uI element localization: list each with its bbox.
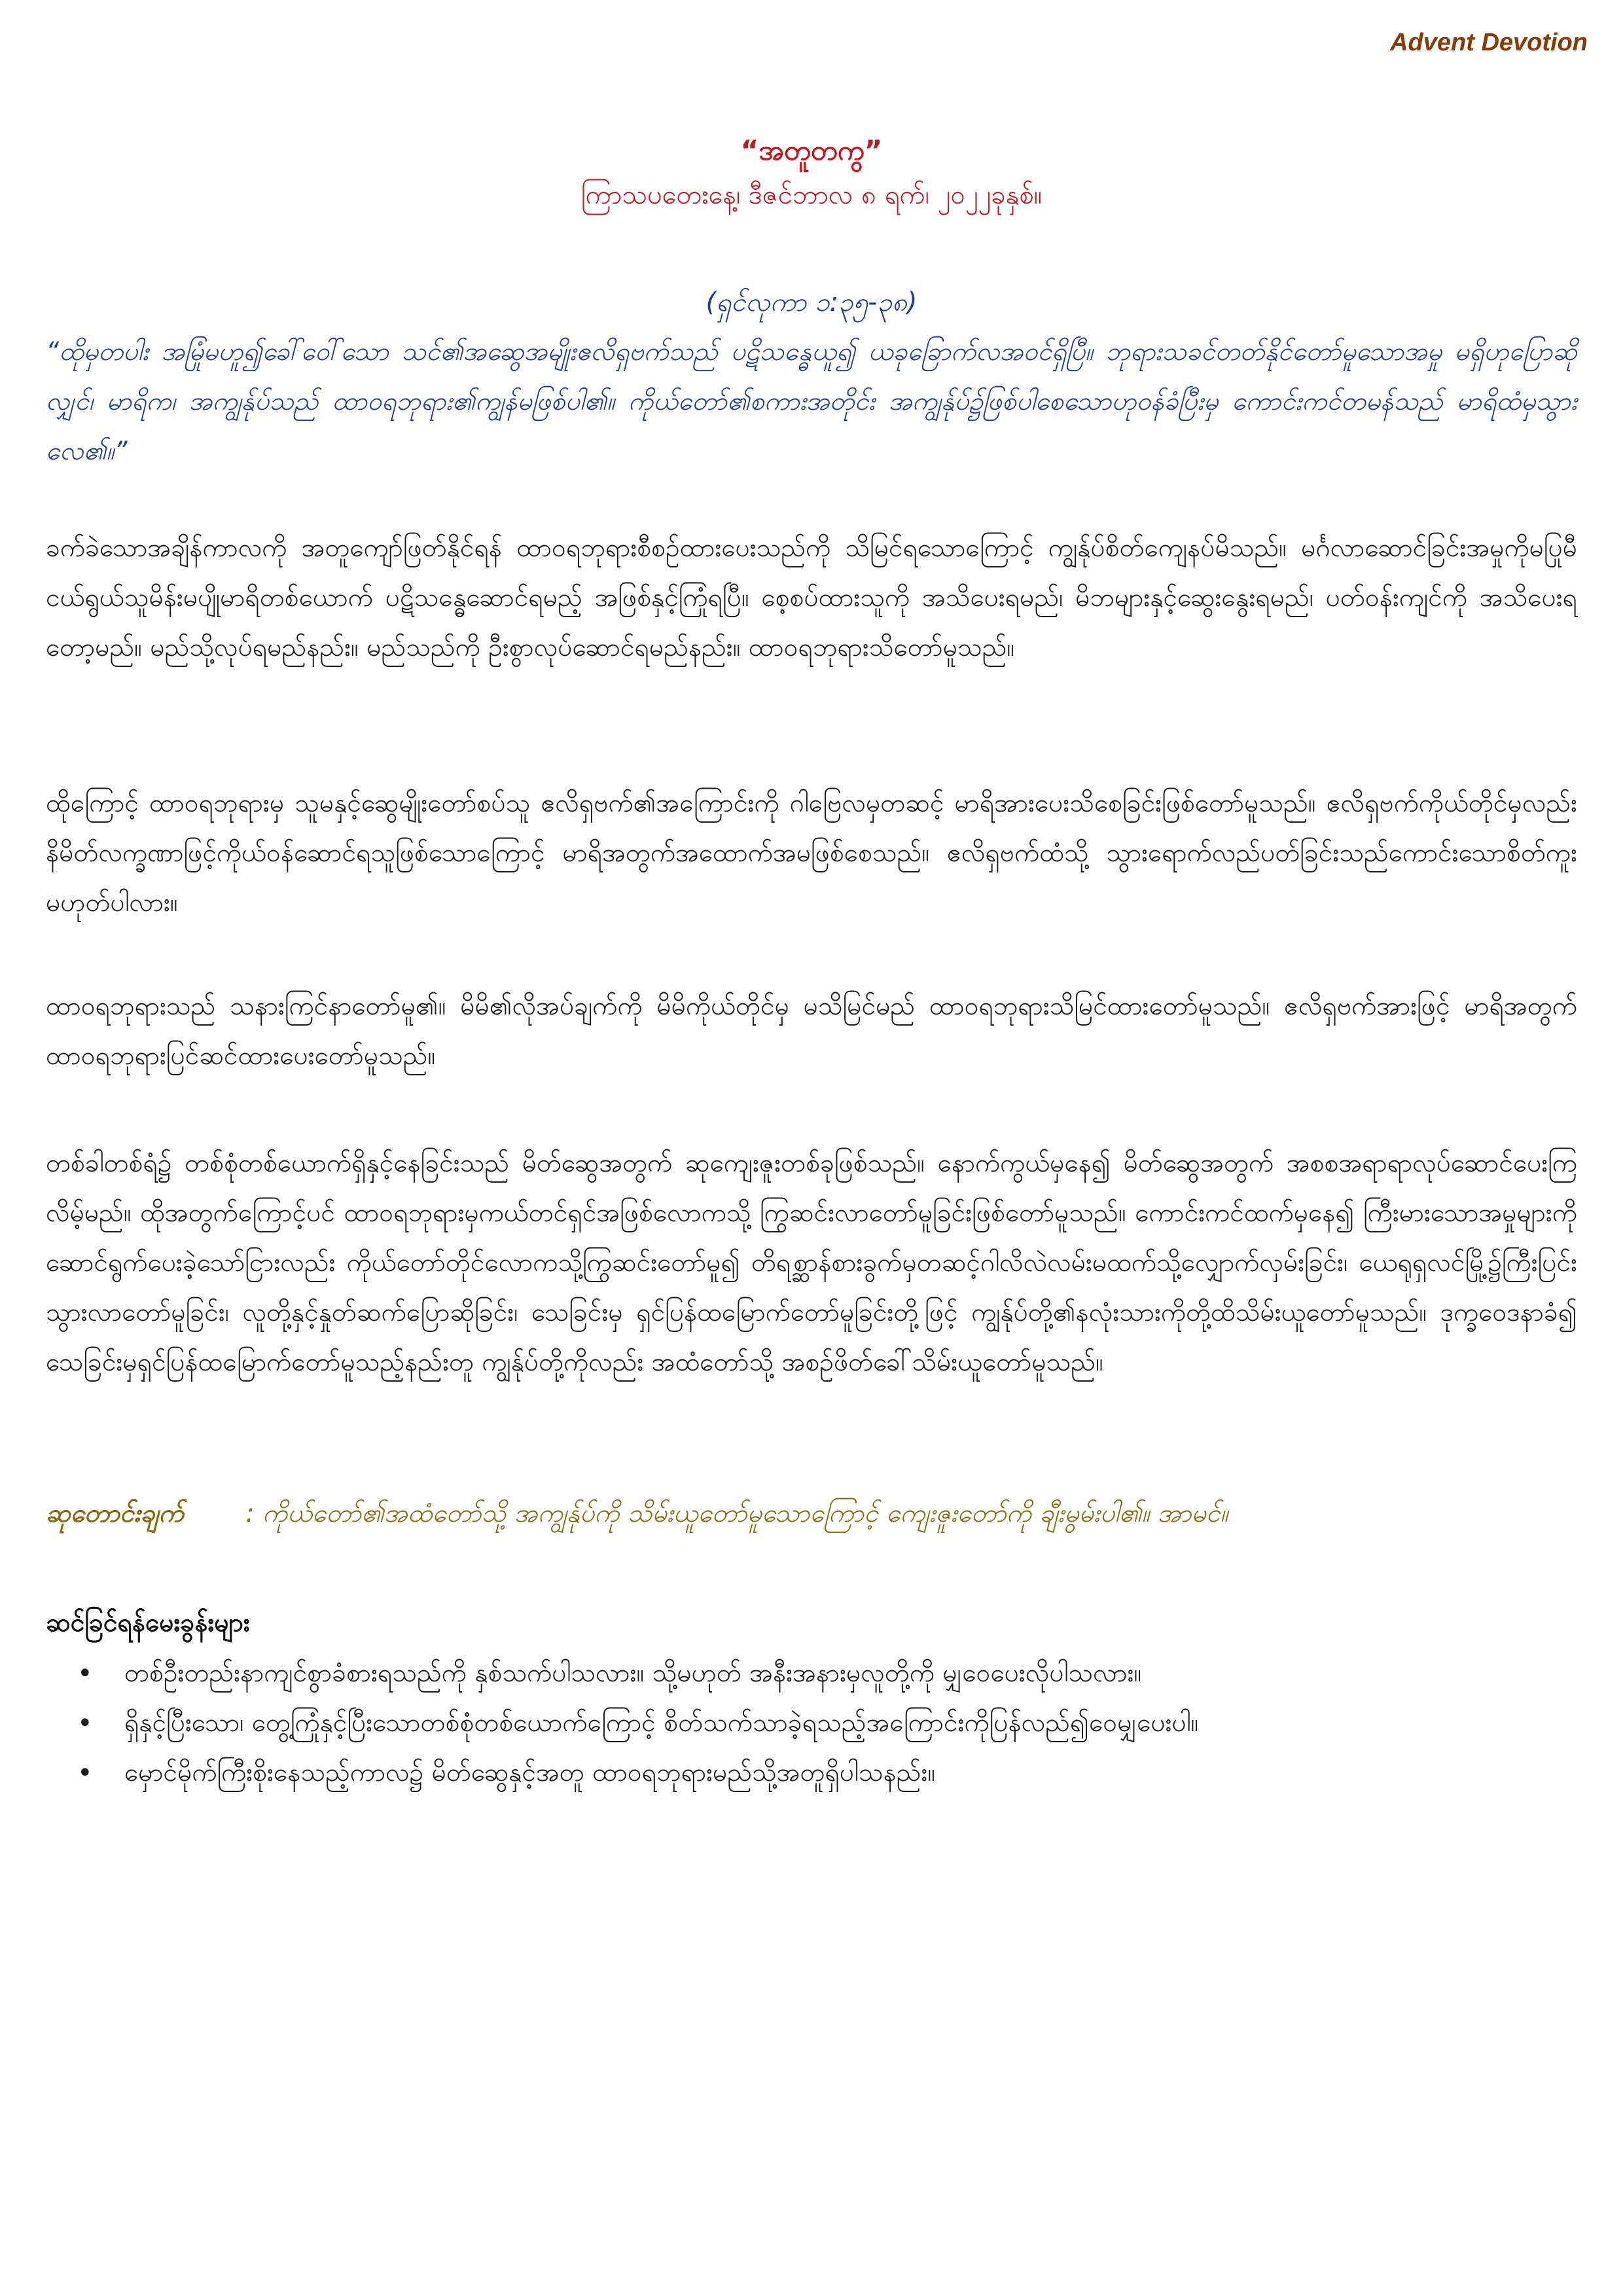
- prayer: [46, 1489, 1577, 1539]
- bullet-icon: •: [77, 1708, 93, 1738]
- question-text: မှောင်မိုက်ကြီးစိုးနေသည့်ကာလ၌ မိတ်ဆွေနှင့်အတူ ထာဝရဘုရားမည်သို့အတူရှိပါသနည်း။: [124, 1758, 936, 1787]
- reflection-title: ဆင်ခြင်ရန်မေးခွန်းများ: [46, 1608, 250, 1638]
- question-text: ရှိနှင့်ပြီးသော၊ တွေ့ကြုံနှင့်ပြီးသောတစ်စုံတစ်ယောက်ကြောင့် စိတ်သက်သာခဲ့ရသည့်အကြောင်းကိုပြန်လည်၍ဝေမျှပေးပါ။: [124, 1708, 1199, 1738]
- paragraph-2: ထိုကြောင့် ထာဝရဘုရားမှ သူမနှင့်ဆွေမျိုးတော်စပ်သူ ဧလိရှဗက်၏အကြောင်းကို ဂါဗြေလမှတဆင့် မာရိအားပေးသိစေခြင်းဖြစ်တော်မူသည်။ ဧလိရှဗက်ကိုယ်တိုင်မှလည်း နိမိတ်လက္ခဏာဖြင့်ကိုယ်ဝန်ဆောင်ရသူဖြစ်သောကြောင့် မာရိအတွက်အထောက်အမဖြစ်စေသည်။ ဧလိရှဗက်ထံသို့ သွားရောက်လည်ပတ်ခြင်းသည်ကောင်းသောစိတ်ကူး မဟုတ်ပါလား။: [46, 789, 1577, 918]
- paragraph-3: ထာဝရဘုရားသည် သနားကြင်နာတော်မူ၏။ မိမိ၏လိုအပ်ချက်ကို မိမိကိုယ်တိုင်မှ မသိမြင်မည် ထာဝရဘုရားသိမြင်ထားတော်မူသည်။ ဧလိရှဗက်အားဖြင့် မာရိအတွက် ထာဝရဘုရားပြင်ဆင်ထားပေးတော်မူသည်။: [46, 992, 1577, 1071]
- title-block: [0, 131, 1623, 216]
- scripture-block: [46, 281, 1577, 476]
- reflection-list: [46, 1649, 1577, 1798]
- paragraph-1: ခက်ခဲသောအချိန်ကာလကို အတူကျော်ဖြတ်နိုင်ရန် ထာဝရဘုရားစီစဉ်ထားပေးသည်ကို သိမြင်ရသောကြောင့် ကျွန်ုပ်စိတ်ကျေနပ်မိသည်။ မင်္ဂလာဆောင်ခြင်းအမှုကိုမပြုမီ ငယ်ရွယ်သူမိန်းမပျိုမာရိတစ်ယောက် ပဋိသန္ဓေဆောင်ရမည့် အဖြစ်နှင့်ကြုံရပြီ။ စေ့စပ်ထားသူကို အသိပေးရမည်၊ မိဘများနှင့်ဆွေးနွေးရမည်၊ ပတ်ဝန်းကျင်ကို အသိပေးရတော့မည်။ မည်သို့လုပ်ရမည်နည်း။ မည်သည်ကို ဦးစွာလုပ်ဆောင်ရမည်နည်း။ ထာဝရဘုရားသိတော်မူသည်။: [46, 533, 1577, 662]
- scripture-reference: (ရှင်လုကာ ၁:၃၅-၃၈): [705, 287, 918, 317]
- bullet-icon: •: [77, 1758, 93, 1788]
- prayer-label: ဆုတောင်းချက်: [46, 1499, 184, 1528]
- devotion-title: “အတူတကွ”: [740, 134, 883, 166]
- header-label: Advent Devotion: [1390, 29, 1588, 56]
- paragraph-4: တစ်ခါတစ်ရံ၌ တစ်စုံတစ်ယောက်ရှိနှင့်နေခြင်းသည် မိတ်ဆွေအတွက် ဆုကျေးဇူးတစ်ခုဖြစ်သည်။ နောက်ကွယ်မှနေ၍ မိတ်ဆွေအတွက် အစစအရာရာလုပ်ဆောင်ပေးကြလိမ့်မည်။ ထိုအတွက်ကြောင့်ပင် ထာဝရဘုရားမှကယ်တင်ရှင်အဖြစ်လောကသို့ ကြွဆင်းလာတော်မူခြင်းဖြစ်တော်မူသည်။ ကောင်းကင်ထက်မှနေ၍ ကြီးမားသောအမှုများကိုဆောင်ရွက်ပေးခဲ့သော်ငြားလည်း ကိုယ်တော်တိုင်လောကသို့ကြွဆင်းတော်မူ၍ တိရစ္ဆာန်စားခွက်မှတဆင့်ဂါလိလဲလမ်းမထက်သို့လျှောက်လှမ်းခြင်း၊ ယေရုရှလင်မြို့၌ကြီးပြင်းသွားလာတော်မူခြင်း၊ လူတို့နှင့်နှုတ်ဆက်ပြောဆိုခြင်း၊ သေခြင်းမှ ရှင်ပြန်ထမြောက်တော်မူခြင်းတို့ဖြင့် ကျွန်ုပ်တို့၏နလုံးသားကိုတို့ထိသိမ်းယူတော်မူသည်။ ဒုက္ခဝေဒနာခံ၍ သေခြင်းမှရှင်ပြန်ထမြောက်တော်မူသည့်နည်းတူ ကျွန်ုပ်တို့ကိုလည်း အထံတော်သို့ အစဉ်ဖိတ်ခေါ်သိမ်းယူတော်မူသည်။: [46, 1149, 1577, 1377]
- list-item: [77, 1748, 1577, 1798]
- bullet-icon: •: [77, 1659, 93, 1689]
- prayer-text: : ကိုယ်တော်၏အထံတော်သို့ အကျွန်ုပ်ကို သိမ်းယူတော်မူသောကြောင့် ကျေးဇူးတော်ကို ချီးမွမ်းပါ၏။ အာမင်။: [245, 1499, 1228, 1528]
- scripture-text: “ထိုမှတပါး အမြုံမဟူ၍ခေါ်ဝေါ်သော သင်၏အဆွေအမျိုးဧလိရှဗက်သည် ပဋိသန္ဓေယူ၍ ယခုခြောက်လအဝင်ရှိပြီ။ ဘုရားသခင်တတ်နိုင်တော်မူသောအမှု မရှိဟုပြောဆိုလျှင်၊ မာရိက၊ အကျွန်ုပ်သည် ထာဝရဘုရား၏ကျွန်မဖြစ်ပါ၏။ ကိုယ်တော်၏စကားအတိုင်း အကျွန်ုပ်၌ဖြစ်ပါစေသောဟုဝန်ခံပြီးမှ ကောင်းကင်တမန်သည် မာရိထံမှသွားလေ၏။”: [46, 337, 1577, 466]
- list-item: [77, 1649, 1577, 1698]
- question-text: တစ်ဦးတည်းနာကျင်စွာခံစားရသည်ကို နှစ်သက်ပါသလား။ သို့မဟုတ် အနီးအနားမှလူတို့ကို မျှဝေပေးလိုပါသလား။: [124, 1659, 1142, 1688]
- devotion-date: ကြာသပတေးနေ့၊ ဒီဇင်ဘာလ ၈ ရက်၊ ၂၀၂၂ခုနှစ်။: [580, 180, 1043, 210]
- reflection-section: [46, 1600, 1577, 1798]
- list-item: [77, 1698, 1577, 1748]
